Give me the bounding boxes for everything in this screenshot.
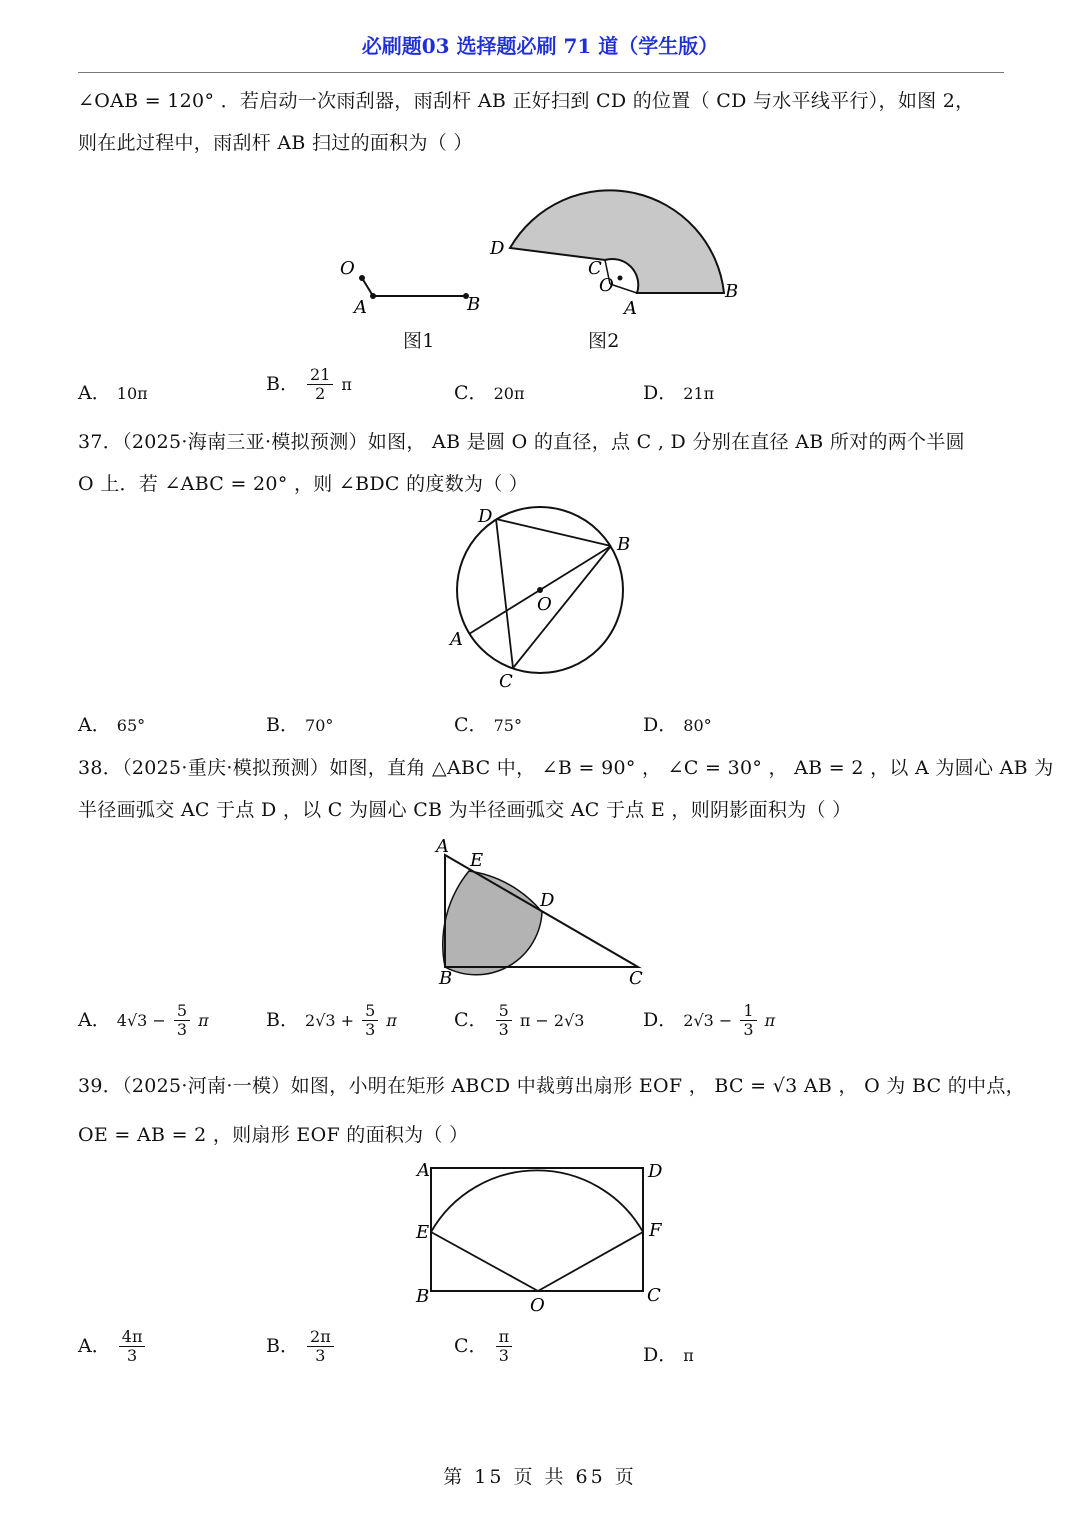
fraction-denominator: 3 (315, 1346, 326, 1366)
label-d: D (478, 506, 493, 527)
option-fraction (362, 1002, 378, 1040)
q36-text-line1: ∠OAB = 120° ．若启动一次雨刮器，雨刮杆 AB 正好扫到 CD 的位置（ CD 与水平线平行），如图 2， (78, 90, 975, 112)
option-fraction (740, 1002, 756, 1040)
fraction-denominator: 3 (743, 1020, 754, 1040)
q37-option-a[interactable] (78, 710, 145, 737)
option-label: A． (78, 714, 111, 736)
page-header-title: 必刷题03 选择题必刷 71 道（学生版） (361, 34, 719, 58)
q38-figure-triangle (430, 835, 650, 987)
fraction-numerator: 21 (307, 366, 333, 385)
option-fraction (496, 1002, 512, 1040)
label-a: A (436, 836, 449, 857)
radius-oe (431, 1232, 538, 1291)
q36-text-line2: 则在此过程中，雨刮杆 AB 扫过的面积为（ ） (78, 132, 473, 154)
option-label: C． (454, 714, 488, 736)
fig1-point-o (359, 275, 365, 281)
option-value: 65° (116, 716, 146, 735)
label-c: C (647, 1285, 661, 1306)
fraction-denominator: 3 (498, 1020, 509, 1040)
option-prefix: 2√3 − (683, 1010, 733, 1030)
q37-option-b[interactable] (266, 710, 333, 737)
label-b: B (416, 1286, 430, 1307)
q37-text-line2: O 上．若 ∠ABC = 20° ，则 ∠BDC 的度数为（ ） (78, 473, 529, 495)
fig1-label-o: O (340, 258, 355, 279)
fig2-label-a: A (624, 298, 637, 319)
q37-figure-circle (440, 500, 640, 695)
label-o: O (537, 594, 552, 615)
option-value: 10π (116, 384, 148, 403)
fig2-point-o (618, 276, 623, 281)
fraction-numerator: 5 (174, 1002, 190, 1021)
q36-option-c[interactable] (454, 378, 524, 405)
q39-figure-rectangle (410, 1155, 670, 1315)
option-label: C． (454, 1008, 488, 1031)
q38-option-d[interactable] (643, 1002, 775, 1040)
fig2-label-b: B (725, 281, 739, 302)
label-e: E (470, 850, 484, 871)
q36-option-a[interactable] (78, 378, 148, 405)
fraction-numerator: 4π (119, 1328, 146, 1347)
fig2-label-d: D (490, 238, 505, 259)
label-a: A (417, 1160, 430, 1181)
label-f: F (649, 1220, 662, 1241)
fig1-label-a: A (354, 297, 367, 318)
option-prefix: 4√3 − (116, 1010, 166, 1030)
option-label: D． (643, 382, 678, 404)
option-suffix: π (764, 1010, 776, 1030)
q38-text-line1: 38．（2025·重庆·模拟预测）如图，直角 △ABC 中， ∠B = 90° ， ∠C = 30° ， AB = 2 ，以 A 为圆心 AB 为 (78, 757, 1054, 779)
fraction-numerator: 2π (307, 1328, 334, 1347)
option-suffix: π (386, 1010, 397, 1030)
fraction-numerator: 5 (496, 1002, 512, 1021)
fraction-denominator: 3 (498, 1346, 509, 1366)
q39-text-line1: 39．（2025·河南·一模）如图，小明在矩形 ABCD 中裁剪出扇形 EOF ， BC = √3 AB ， O 为 BC 的中点， (78, 1075, 1025, 1097)
fig1-segment-oa (362, 278, 373, 296)
q39-option-a[interactable] (78, 1328, 147, 1366)
option-label: D． (643, 1344, 678, 1366)
shaded-region (443, 871, 542, 975)
option-prefix: 2√3 + (305, 1010, 355, 1030)
radius-of (538, 1232, 643, 1291)
fraction-numerator: 5 (362, 1002, 378, 1021)
label-b: B (439, 968, 453, 987)
option-value: 21π (683, 384, 715, 403)
fraction-denominator: 3 (365, 1020, 376, 1040)
label-o: O (530, 1295, 545, 1315)
q38-option-a[interactable] (78, 1002, 209, 1040)
fig2-shaded-sector (510, 190, 724, 293)
option-fraction (496, 1328, 513, 1366)
option-label: A． (78, 1334, 111, 1357)
q39-option-c[interactable] (454, 1328, 514, 1366)
fig2-segment-oa (610, 284, 637, 293)
q37-text-line1: 37．（2025·海南三亚·模拟预测）如图， AB 是圆 O 的直径，点 C , D 分别在直径 AB 所对的两个半圆 (78, 431, 965, 453)
option-label: D． (643, 714, 678, 736)
fraction-numerator: π (496, 1328, 513, 1347)
label-d: D (648, 1161, 663, 1182)
option-value: 80° (683, 716, 712, 735)
option-suffix: π − 2√3 (519, 1010, 585, 1030)
label-e: E (416, 1222, 430, 1243)
q36-figure2 (480, 160, 750, 320)
fig1-label-b: B (467, 294, 481, 315)
q39-text-line2: OE = AB = 2 ，则扇形 EOF 的面积为（ ） (78, 1124, 469, 1146)
q36-figure1 (330, 250, 500, 320)
option-value: 70° (305, 716, 334, 735)
fig2-label-o: O (599, 275, 614, 296)
option-label: B． (266, 372, 299, 395)
option-fraction (174, 1002, 190, 1040)
option-value: π (683, 1346, 694, 1365)
q39-option-b[interactable] (266, 1328, 336, 1366)
center-point-o (537, 587, 543, 593)
page-number-footer: 第 15 页 共 65 页 (443, 1466, 637, 1488)
chord-dc (496, 519, 513, 668)
q37-option-c[interactable] (454, 710, 522, 737)
option-suffix: π (198, 1010, 209, 1030)
option-label: A． (78, 382, 111, 404)
q37-option-d[interactable] (643, 710, 712, 737)
arc-ef (431, 1170, 643, 1232)
option-label: C． (454, 1334, 488, 1357)
q38-option-b[interactable] (266, 1002, 397, 1040)
fraction-numerator: 1 (740, 1002, 756, 1021)
chord-db (496, 519, 611, 546)
label-c: C (629, 968, 643, 987)
fig2-label-c: C (588, 258, 602, 279)
rectangle-abcd (431, 1168, 643, 1291)
option-fraction (119, 1328, 146, 1366)
q38-text-line2: 半径画弧交 AC 于点 D ，以 C 为圆心 CB 为半径画弧交 AC 于点 E ，则阴影面积为（ ） (78, 799, 852, 821)
q36-fig2-caption: 图2 (588, 330, 620, 352)
option-label: A． (78, 1008, 111, 1031)
option-value: 20π (493, 384, 525, 403)
fraction-denominator: 3 (176, 1020, 188, 1040)
fig1-point-a (370, 293, 376, 299)
label-d: D (540, 890, 555, 911)
label-c: C (499, 671, 513, 692)
option-label: C． (454, 382, 488, 404)
option-label: B． (266, 1334, 299, 1357)
q38-option-c[interactable] (454, 1002, 584, 1040)
option-label: D． (643, 1008, 678, 1031)
fraction-denominator: 3 (127, 1346, 138, 1366)
q36-option-d[interactable] (643, 378, 714, 405)
header-divider (78, 72, 1004, 73)
q36-option-b[interactable] (266, 366, 352, 404)
option-value: 75° (493, 716, 522, 735)
option-suffix: π (341, 374, 352, 394)
q36-fig1-caption: 图1 (403, 330, 435, 352)
option-fraction (307, 366, 333, 404)
fraction-denominator: 2 (315, 384, 326, 404)
option-label: B． (266, 714, 299, 736)
q39-option-d[interactable] (643, 1340, 694, 1367)
label-b: B (617, 534, 631, 555)
label-a: A (450, 629, 463, 650)
option-label: B． (266, 1008, 299, 1031)
option-fraction (307, 1328, 334, 1366)
